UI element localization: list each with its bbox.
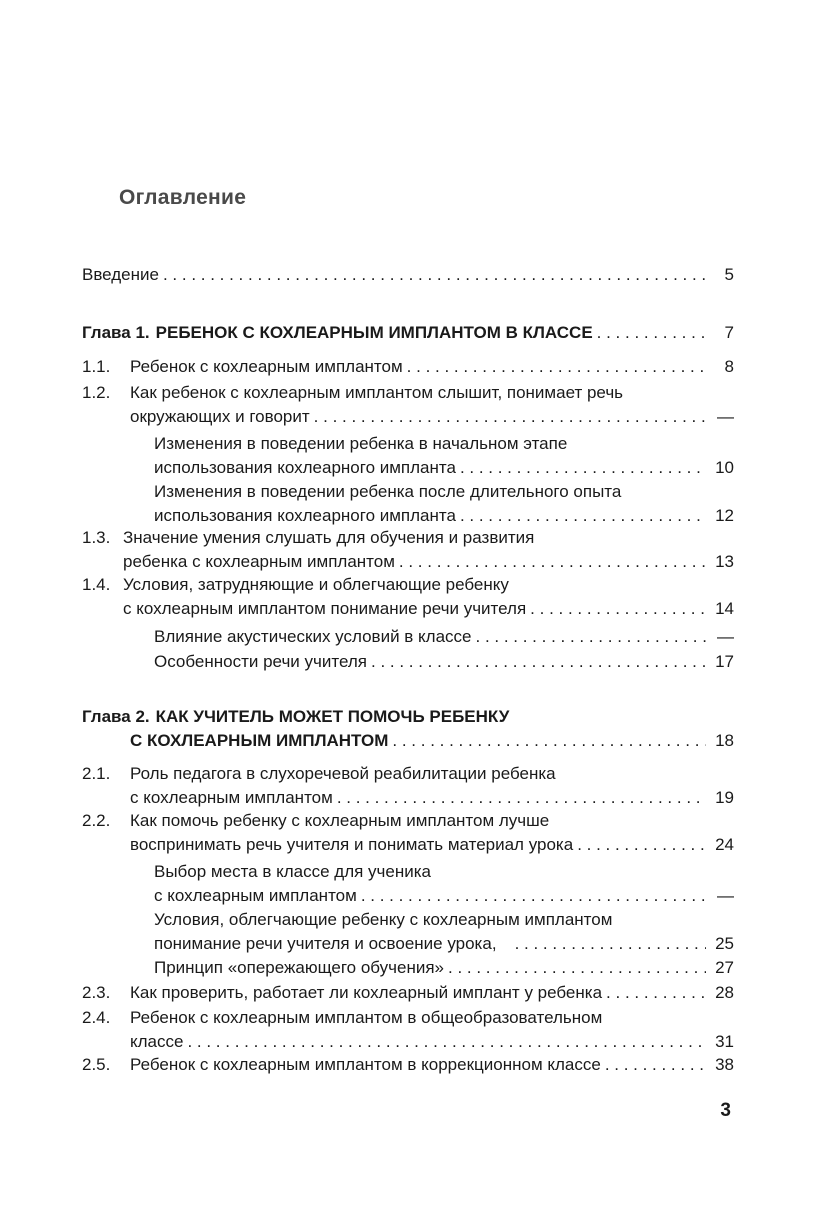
entry-title-line-2: с кохлеарным имплантом понимание речи учителя <box>123 598 527 618</box>
entry-title-line-2: ребенка с кохлеарным имплантом <box>123 551 395 571</box>
toc-entry-1-3[interactable] <box>82 526 734 573</box>
dot-leader <box>448 956 706 980</box>
entry-title-line-1: Условия, облегчающие ребенку с кохлеарным имплантом <box>154 910 613 929</box>
entry-title-line-1: Выбор места в классе для ученика <box>154 862 432 881</box>
entry-title-line-2: воспринимать речь учителя и понимать материал урока <box>130 834 574 854</box>
toc-entry-2-3[interactable] <box>82 981 734 1005</box>
toc-entry-2-5[interactable] <box>82 1053 734 1077</box>
dot-leader <box>460 456 706 480</box>
page-number: 7 <box>724 323 734 342</box>
dot-leader <box>407 355 706 379</box>
dot-leader <box>314 405 706 429</box>
section-number: 1.4. <box>82 575 111 594</box>
dot-leader <box>337 786 706 810</box>
page-number: 31 <box>715 1031 734 1051</box>
page-number: — <box>717 627 734 646</box>
toc-entry-2-4[interactable] <box>82 1006 734 1053</box>
toc-entry-chapter-1[interactable] <box>82 321 734 345</box>
section-number: 2.3. <box>82 983 111 1002</box>
chapter-title-line-1: КАК УЧИТЕЛЬ МОЖЕТ ПОМОЧЬ РЕБЕНКУ <box>155 707 510 726</box>
dot-leader <box>460 504 706 528</box>
page-number: 19 <box>715 787 734 807</box>
page-number: 25 <box>715 933 734 953</box>
toc-subentry-2-2-c[interactable] <box>82 956 734 980</box>
entry-title-line-1: Изменения в поведении ребенка после длительного опыта <box>154 482 622 501</box>
dot-leader <box>605 1053 706 1077</box>
dot-leader <box>187 1030 706 1054</box>
entry-title-line-1: Ребенок с кохлеарным имплантом в общеобразовательном <box>130 1008 603 1027</box>
page-number: 24 <box>715 834 734 854</box>
dot-leader <box>392 729 706 753</box>
page-number: 28 <box>715 983 734 1002</box>
dot-leader <box>163 263 706 287</box>
toc-subentry-2-2-a[interactable] <box>82 860 734 907</box>
section-number: 2.5. <box>82 1055 111 1074</box>
page-number: 27 <box>715 958 734 977</box>
entry-title-line-1: Значение умения слушать для обучения и развития <box>123 528 535 547</box>
entry-title-line-2: использования кохлеарного импланта <box>154 457 456 477</box>
entry-title-line-1: Роль педагога в слухоречевой реабилитации ребенка <box>130 764 556 783</box>
dot-leader <box>577 833 706 857</box>
entry-title-line-1: Условия, затрудняющие и облегчающие ребенку <box>123 575 509 594</box>
section-number: 2.4. <box>82 1008 111 1027</box>
dot-leader <box>597 321 706 345</box>
toc-subentry-1-2-b[interactable] <box>82 480 734 527</box>
toc-entry-1-1[interactable] <box>82 355 734 379</box>
toc-subentry-2-2-b[interactable] <box>82 908 734 955</box>
page-number: — <box>717 406 734 426</box>
toc-subentry-1-4-a[interactable] <box>82 625 734 649</box>
chapter-number: Глава 2. <box>82 707 150 726</box>
entry-title: Как проверить, работает ли кохлеарный имплант у ребенка <box>130 983 603 1002</box>
toc-entry-1-4[interactable] <box>82 573 734 620</box>
section-number: 1.3. <box>82 528 111 547</box>
page-number: 38 <box>715 1055 734 1074</box>
dot-leader <box>361 884 706 908</box>
entry-title-line-2: с кохлеарным имплантом <box>130 787 333 807</box>
dot-leader <box>399 550 706 574</box>
page-number: 12 <box>715 505 734 525</box>
entry-title: Ребенок с кохлеарным имплантом <box>130 357 403 376</box>
section-number: 2.1. <box>82 764 111 783</box>
page-number: 13 <box>715 551 734 571</box>
toc-entry-2-2[interactable] <box>82 809 734 856</box>
toc-entry-chapter-2[interactable] <box>82 705 734 752</box>
section-number: 1.2. <box>82 383 111 402</box>
dot-leader <box>515 932 706 956</box>
page-number: 10 <box>715 457 734 477</box>
entry-title: Особенности речи учителя <box>154 652 367 671</box>
section-number: 1.1. <box>82 357 111 376</box>
page-number: — <box>717 885 734 905</box>
entry-title-line-2: классе <box>130 1031 184 1051</box>
dot-leader <box>606 981 706 1005</box>
entry-title-line-2: с кохлеарным имплантом <box>154 885 357 905</box>
toc-entry-2-1[interactable] <box>82 762 734 809</box>
entry-title-line-1: Как ребенок с кохлеарным имплантом слышит, понимает речь <box>130 383 624 402</box>
page-number: 14 <box>715 598 734 618</box>
page-number: 18 <box>715 730 734 750</box>
entry-title: Принцип «опережающего обучения» <box>154 958 445 977</box>
toc-subentry-1-4-b[interactable] <box>82 650 734 674</box>
entry-title-line-2: понимание речи учителя и освоение урока, <box>154 933 497 953</box>
section-number: 2.2. <box>82 811 111 830</box>
toc-entry-1-2[interactable] <box>82 381 734 428</box>
chapter-title-line-2: С КОХЛЕАРНЫМ ИМПЛАНТОМ <box>130 730 389 750</box>
entry-title-line-2: окружающих и говорит <box>130 406 310 426</box>
page-title: Оглавление <box>119 186 247 209</box>
entry-title: Введение <box>82 265 159 284</box>
entry-title-line-2: использования кохлеарного импланта <box>154 505 456 525</box>
page-folio: 3 <box>720 1100 731 1121</box>
entry-title-line-1: Изменения в поведении ребенка в начальном этапе <box>154 434 568 453</box>
entry-title: Ребенок с кохлеарным имплантом в коррекционном классе <box>130 1055 601 1074</box>
chapter-number: Глава 1. <box>82 323 150 342</box>
dot-leader <box>530 597 706 621</box>
toc-entry-intro[interactable] <box>82 263 734 287</box>
toc-subentry-1-2-a[interactable] <box>82 432 734 479</box>
entry-title-line-1: Как помочь ребенку с кохлеарным имплантом лучше <box>130 811 550 830</box>
dot-leader <box>371 650 706 674</box>
page-number: 17 <box>715 652 734 671</box>
dot-leader <box>476 625 707 649</box>
entry-title: Влияние акустических условий в классе <box>154 627 472 646</box>
page-number: 5 <box>724 265 734 284</box>
page-number: 8 <box>724 357 734 376</box>
chapter-title: РЕБЕНОК С КОХЛЕАРНЫМ ИМПЛАНТОМ В КЛАССЕ <box>155 323 593 342</box>
